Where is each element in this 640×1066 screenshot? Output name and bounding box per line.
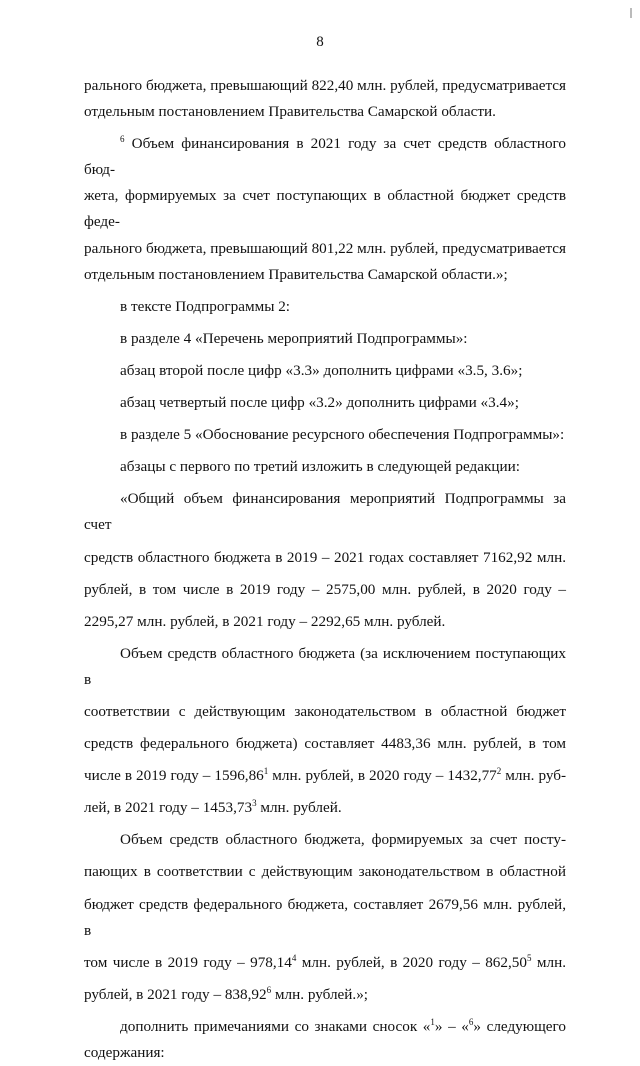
text-line: в разделе 4 «Перечень мероприятий Подпрограммы»: [120,329,468,347]
footnote-marker: 1 [263,766,269,777]
text-segment: дополнить примечаниями со знаками сносок « [120,1017,431,1035]
text-segment: » следующего [473,1017,566,1035]
text-line: средств областного бюджета в 2019 – 2021 годах составляет 7162,92 млн. [84,548,566,566]
page-number: 8 [316,34,324,50]
text-line: «Общий объем финансирования мероприятий Подпрограммы за счет [84,490,566,534]
text-line [84,763,566,789]
text-segment: » – « [434,1017,469,1035]
text-line: абзац второй после цифр «3.3» дополнить цифрами «3.5, 3.6»; [120,361,523,379]
text-line: абзац четвертый после цифр «3.2» дополнить цифрами «3.4»; [120,394,519,412]
footnote-marker: 6 [120,134,125,145]
text-line: рального бюджета, превышающий 822,40 млн. рублей, предусматривается [84,77,566,94]
text-line: в тексте Подпрограммы 2: [120,297,291,315]
text-segment: млн. рублей. [256,799,342,817]
text-segment: рублей, в 2021 году – 838,92 [84,985,267,1003]
text-line [84,950,566,976]
text-line [84,982,566,1008]
footnote-marker: 3 [252,798,257,809]
text-line: абзацы с первого по третий изложить в следующей редакции: [120,458,520,476]
text-line: 2295,27 млн. рублей, в 2021 году – 2292,65 млн. рублей. [84,612,446,630]
text-line: рального бюджета, превышающий 801,22 млн. рублей, предусматривается [84,239,566,257]
footnote-marker: 6 [266,984,272,995]
footnote-6-line [84,131,566,183]
text-segment: Объем финансирования в 2021 году за счет средств областного бюд- [84,135,566,179]
text-segment: млн. рублей, в 2020 году – 1432,77 [268,767,497,785]
text-line [84,795,566,821]
text-line: соответствии с действующим законодательством в областной бюджет [84,702,566,720]
scan-artifact [630,8,632,18]
footnote-marker: 5 [526,952,532,963]
text-line: жета, формируемых за счет поступающих в областной бюджет средств феде- [84,187,566,231]
footnote-marker: 4 [291,952,297,963]
text-line: рублей, в том числе в 2019 году – 2575,00 млн. рублей, в 2020 году – [84,580,566,598]
text-line: пающих в соответствии с действующим законодательством в областной [84,863,566,881]
text-line: Объем средств областного бюджета (за исключением поступающих в [84,644,566,688]
footnote-marker: 2 [496,766,502,777]
text-line [84,1014,566,1040]
footnote-marker: 1 [430,1016,435,1027]
text-line: содержания: [84,1044,165,1061]
text-segment: млн. руб- [501,767,567,785]
text-segment: лей, в 2021 году – 1453,73 [84,799,253,817]
text-segment: млн. рублей, в 2020 году – 862,50 [296,953,527,971]
text-line: отдельным постановлением Правительства Самарской области. [84,103,496,121]
text-line: средств федерального бюджета) составляет 4483,36 млн. рублей, в том [84,735,566,753]
text-line: в разделе 5 «Обоснование ресурсного обеспечения Подпрограммы»: [120,426,565,444]
text-segment: млн. рублей.»; [271,985,369,1003]
text-line: отдельным постановлением Правительства Самарской области.»; [84,265,508,283]
footnote-marker: 6 [468,1016,474,1027]
text-segment: том числе в 2019 году – 978,14 [84,953,292,971]
text-line: Объем средств областного бюджета, формируемых за счет посту- [120,831,566,849]
text-segment: числе в 2019 году – 1596,86 [84,767,264,785]
text-line: бюджет средств федерального бюджета, составляет 2679,56 млн. рублей, в [84,895,566,939]
text-segment: млн. [531,953,566,971]
document-body [84,73,566,1066]
